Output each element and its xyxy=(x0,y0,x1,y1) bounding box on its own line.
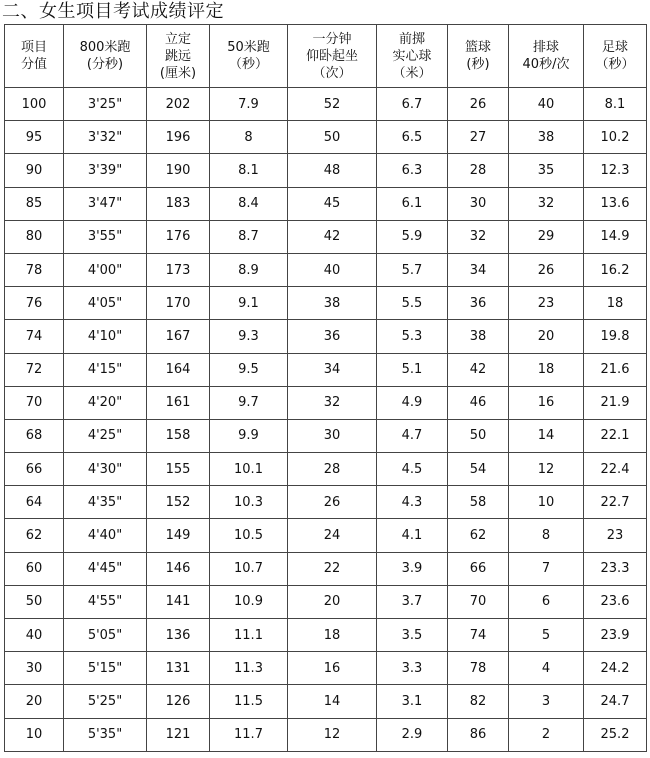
cell-800m-run: 4'55" xyxy=(64,585,147,618)
cell-basketball: 70 xyxy=(448,585,509,618)
cell-score: 60 xyxy=(5,552,64,585)
header-score: 项目 分值 xyxy=(5,25,64,88)
cell-score: 100 xyxy=(5,88,64,121)
cell-medicine-ball: 3.9 xyxy=(377,552,448,585)
table-row xyxy=(5,519,647,552)
table-body xyxy=(5,88,647,752)
cell-standing-long-jump: 173 xyxy=(147,253,210,286)
cell-football: 23 xyxy=(584,519,647,552)
table-row xyxy=(5,718,647,751)
cell-standing-long-jump: 126 xyxy=(147,685,210,718)
cell-medicine-ball: 3.1 xyxy=(377,685,448,718)
cell-50m-run: 10.1 xyxy=(210,453,288,486)
cell-50m-run: 11.3 xyxy=(210,652,288,685)
cell-50m-run: 7.9 xyxy=(210,88,288,121)
table-row xyxy=(5,154,647,187)
cell-medicine-ball: 5.1 xyxy=(377,353,448,386)
cell-score: 95 xyxy=(5,121,64,154)
cell-sit-ups: 16 xyxy=(288,652,377,685)
cell-800m-run: 5'35" xyxy=(64,718,147,751)
cell-basketball: 78 xyxy=(448,652,509,685)
table-row xyxy=(5,453,647,486)
header-50m-run: 50米跑 （秒） xyxy=(210,25,288,88)
cell-50m-run: 11.7 xyxy=(210,718,288,751)
table-row xyxy=(5,121,647,154)
cell-standing-long-jump: 149 xyxy=(147,519,210,552)
cell-volleyball: 3 xyxy=(509,685,584,718)
cell-score: 70 xyxy=(5,386,64,419)
cell-sit-ups: 52 xyxy=(288,88,377,121)
cell-sit-ups: 12 xyxy=(288,718,377,751)
cell-volleyball: 12 xyxy=(509,453,584,486)
cell-standing-long-jump: 164 xyxy=(147,353,210,386)
cell-basketball: 42 xyxy=(448,353,509,386)
cell-sit-ups: 45 xyxy=(288,187,377,220)
cell-50m-run: 11.5 xyxy=(210,685,288,718)
table-row xyxy=(5,585,647,618)
cell-medicine-ball: 5.7 xyxy=(377,253,448,286)
cell-basketball: 28 xyxy=(448,154,509,187)
cell-score: 50 xyxy=(5,585,64,618)
cell-sit-ups: 14 xyxy=(288,685,377,718)
cell-score: 64 xyxy=(5,486,64,519)
cell-standing-long-jump: 170 xyxy=(147,287,210,320)
cell-standing-long-jump: 183 xyxy=(147,187,210,220)
cell-football: 14.9 xyxy=(584,220,647,253)
cell-volleyball: 10 xyxy=(509,486,584,519)
cell-football: 22.4 xyxy=(584,453,647,486)
cell-volleyball: 32 xyxy=(509,187,584,220)
table-row xyxy=(5,652,647,685)
cell-medicine-ball: 4.7 xyxy=(377,419,448,452)
cell-medicine-ball: 5.5 xyxy=(377,287,448,320)
cell-volleyball: 8 xyxy=(509,519,584,552)
cell-medicine-ball: 2.9 xyxy=(377,718,448,751)
cell-volleyball: 26 xyxy=(509,253,584,286)
cell-sit-ups: 30 xyxy=(288,419,377,452)
cell-basketball: 74 xyxy=(448,619,509,652)
cell-standing-long-jump: 176 xyxy=(147,220,210,253)
table-row xyxy=(5,486,647,519)
cell-50m-run: 8.7 xyxy=(210,220,288,253)
cell-football: 19.8 xyxy=(584,320,647,353)
cell-800m-run: 4'05" xyxy=(64,287,147,320)
cell-sit-ups: 38 xyxy=(288,287,377,320)
header-800m-run: 800米跑 (分秒) xyxy=(64,25,147,88)
cell-medicine-ball: 5.9 xyxy=(377,220,448,253)
cell-standing-long-jump: 131 xyxy=(147,652,210,685)
cell-800m-run: 3'39" xyxy=(64,154,147,187)
cell-football: 10.2 xyxy=(584,121,647,154)
cell-basketball: 38 xyxy=(448,320,509,353)
cell-50m-run: 10.5 xyxy=(210,519,288,552)
cell-50m-run: 10.9 xyxy=(210,585,288,618)
table-row xyxy=(5,552,647,585)
cell-volleyball: 29 xyxy=(509,220,584,253)
header-basketball: 篮球 (秒) xyxy=(448,25,509,88)
cell-800m-run: 3'47" xyxy=(64,187,147,220)
table-row xyxy=(5,88,647,121)
cell-medicine-ball: 3.7 xyxy=(377,585,448,618)
cell-football: 23.9 xyxy=(584,619,647,652)
cell-volleyball: 18 xyxy=(509,353,584,386)
cell-basketball: 32 xyxy=(448,220,509,253)
cell-medicine-ball: 3.5 xyxy=(377,619,448,652)
table-header xyxy=(5,25,647,88)
cell-50m-run: 9.1 xyxy=(210,287,288,320)
cell-basketball: 66 xyxy=(448,552,509,585)
cell-800m-run: 3'55" xyxy=(64,220,147,253)
cell-basketball: 27 xyxy=(448,121,509,154)
table-row xyxy=(5,419,647,452)
cell-basketball: 46 xyxy=(448,386,509,419)
cell-800m-run: 5'25" xyxy=(64,685,147,718)
header-row xyxy=(5,25,647,88)
cell-basketball: 86 xyxy=(448,718,509,751)
cell-50m-run: 8.4 xyxy=(210,187,288,220)
cell-sit-ups: 36 xyxy=(288,320,377,353)
cell-basketball: 30 xyxy=(448,187,509,220)
cell-score: 10 xyxy=(5,718,64,751)
cell-standing-long-jump: 141 xyxy=(147,585,210,618)
cell-basketball: 54 xyxy=(448,453,509,486)
cell-sit-ups: 32 xyxy=(288,386,377,419)
cell-basketball: 50 xyxy=(448,419,509,452)
cell-volleyball: 5 xyxy=(509,619,584,652)
cell-volleyball: 23 xyxy=(509,287,584,320)
table-row xyxy=(5,287,647,320)
cell-sit-ups: 40 xyxy=(288,253,377,286)
cell-800m-run: 4'40" xyxy=(64,519,147,552)
cell-medicine-ball: 4.5 xyxy=(377,453,448,486)
cell-sit-ups: 42 xyxy=(288,220,377,253)
cell-800m-run: 5'15" xyxy=(64,652,147,685)
cell-800m-run: 4'45" xyxy=(64,552,147,585)
cell-50m-run: 9.5 xyxy=(210,353,288,386)
cell-50m-run: 9.3 xyxy=(210,320,288,353)
cell-score: 40 xyxy=(5,619,64,652)
cell-medicine-ball: 4.9 xyxy=(377,386,448,419)
cell-medicine-ball: 3.3 xyxy=(377,652,448,685)
cell-standing-long-jump: 121 xyxy=(147,718,210,751)
cell-score: 66 xyxy=(5,453,64,486)
cell-volleyball: 16 xyxy=(509,386,584,419)
cell-sit-ups: 34 xyxy=(288,353,377,386)
cell-volleyball: 2 xyxy=(509,718,584,751)
cell-football: 8.1 xyxy=(584,88,647,121)
cell-score: 78 xyxy=(5,253,64,286)
cell-volleyball: 20 xyxy=(509,320,584,353)
header-football: 足球 （秒） xyxy=(584,25,647,88)
cell-medicine-ball: 4.3 xyxy=(377,486,448,519)
header-medicine-ball: 前掷 实心球 （米） xyxy=(377,25,448,88)
cell-50m-run: 9.9 xyxy=(210,419,288,452)
cell-50m-run: 8.1 xyxy=(210,154,288,187)
cell-basketball: 82 xyxy=(448,685,509,718)
cell-medicine-ball: 4.1 xyxy=(377,519,448,552)
cell-football: 23.3 xyxy=(584,552,647,585)
cell-score: 68 xyxy=(5,419,64,452)
page-title: 二、女生项目考试成绩评定 xyxy=(2,1,224,22)
table-row xyxy=(5,353,647,386)
cell-standing-long-jump: 161 xyxy=(147,386,210,419)
cell-standing-long-jump: 167 xyxy=(147,320,210,353)
cell-standing-long-jump: 152 xyxy=(147,486,210,519)
cell-sit-ups: 24 xyxy=(288,519,377,552)
table-row xyxy=(5,386,647,419)
cell-50m-run: 9.7 xyxy=(210,386,288,419)
cell-medicine-ball: 6.5 xyxy=(377,121,448,154)
cell-score: 90 xyxy=(5,154,64,187)
header-standing-long-jump: 立定 跳远 (厘米) xyxy=(147,25,210,88)
cell-football: 23.6 xyxy=(584,585,647,618)
cell-football: 24.7 xyxy=(584,685,647,718)
table-row xyxy=(5,220,647,253)
cell-score: 62 xyxy=(5,519,64,552)
cell-standing-long-jump: 202 xyxy=(147,88,210,121)
cell-800m-run: 4'35" xyxy=(64,486,147,519)
cell-sit-ups: 20 xyxy=(288,585,377,618)
cell-football: 24.2 xyxy=(584,652,647,685)
cell-football: 21.9 xyxy=(584,386,647,419)
cell-score: 30 xyxy=(5,652,64,685)
cell-score: 20 xyxy=(5,685,64,718)
cell-score: 76 xyxy=(5,287,64,320)
cell-volleyball: 14 xyxy=(509,419,584,452)
table-row xyxy=(5,320,647,353)
cell-800m-run: 3'25" xyxy=(64,88,147,121)
cell-football: 16.2 xyxy=(584,253,647,286)
cell-volleyball: 35 xyxy=(509,154,584,187)
cell-medicine-ball: 5.3 xyxy=(377,320,448,353)
scores-table xyxy=(4,24,647,752)
cell-volleyball: 38 xyxy=(509,121,584,154)
cell-volleyball: 7 xyxy=(509,552,584,585)
cell-standing-long-jump: 155 xyxy=(147,453,210,486)
table-row xyxy=(5,685,647,718)
cell-800m-run: 5'05" xyxy=(64,619,147,652)
cell-volleyball: 4 xyxy=(509,652,584,685)
cell-50m-run: 11.1 xyxy=(210,619,288,652)
header-sit-ups: 一分钟 仰卧起坐 （次） xyxy=(288,25,377,88)
cell-800m-run: 3'32" xyxy=(64,121,147,154)
cell-50m-run: 10.7 xyxy=(210,552,288,585)
cell-standing-long-jump: 136 xyxy=(147,619,210,652)
cell-800m-run: 4'25" xyxy=(64,419,147,452)
cell-volleyball: 40 xyxy=(509,88,584,121)
cell-sit-ups: 18 xyxy=(288,619,377,652)
cell-volleyball: 6 xyxy=(509,585,584,618)
cell-basketball: 62 xyxy=(448,519,509,552)
cell-sit-ups: 26 xyxy=(288,486,377,519)
cell-sit-ups: 28 xyxy=(288,453,377,486)
cell-score: 72 xyxy=(5,353,64,386)
table-row xyxy=(5,253,647,286)
cell-800m-run: 4'20" xyxy=(64,386,147,419)
table-row xyxy=(5,619,647,652)
cell-800m-run: 4'30" xyxy=(64,453,147,486)
table-row xyxy=(5,187,647,220)
cell-800m-run: 4'00" xyxy=(64,253,147,286)
cell-basketball: 36 xyxy=(448,287,509,320)
cell-800m-run: 4'15" xyxy=(64,353,147,386)
cell-standing-long-jump: 146 xyxy=(147,552,210,585)
cell-50m-run: 10.3 xyxy=(210,486,288,519)
cell-medicine-ball: 6.3 xyxy=(377,154,448,187)
cell-football: 18 xyxy=(584,287,647,320)
cell-50m-run: 8.9 xyxy=(210,253,288,286)
cell-50m-run: 8 xyxy=(210,121,288,154)
cell-score: 85 xyxy=(5,187,64,220)
cell-score: 74 xyxy=(5,320,64,353)
cell-800m-run: 4'10" xyxy=(64,320,147,353)
cell-standing-long-jump: 196 xyxy=(147,121,210,154)
cell-football: 22.7 xyxy=(584,486,647,519)
cell-medicine-ball: 6.7 xyxy=(377,88,448,121)
cell-football: 25.2 xyxy=(584,718,647,751)
cell-football: 22.1 xyxy=(584,419,647,452)
header-volleyball: 排球 40秒/次 xyxy=(509,25,584,88)
cell-basketball: 58 xyxy=(448,486,509,519)
cell-standing-long-jump: 190 xyxy=(147,154,210,187)
cell-score: 80 xyxy=(5,220,64,253)
cell-sit-ups: 22 xyxy=(288,552,377,585)
cell-basketball: 34 xyxy=(448,253,509,286)
cell-football: 21.6 xyxy=(584,353,647,386)
cell-sit-ups: 50 xyxy=(288,121,377,154)
cell-football: 12.3 xyxy=(584,154,647,187)
cell-medicine-ball: 6.1 xyxy=(377,187,448,220)
cell-basketball: 26 xyxy=(448,88,509,121)
cell-standing-long-jump: 158 xyxy=(147,419,210,452)
cell-football: 13.6 xyxy=(584,187,647,220)
cell-sit-ups: 48 xyxy=(288,154,377,187)
